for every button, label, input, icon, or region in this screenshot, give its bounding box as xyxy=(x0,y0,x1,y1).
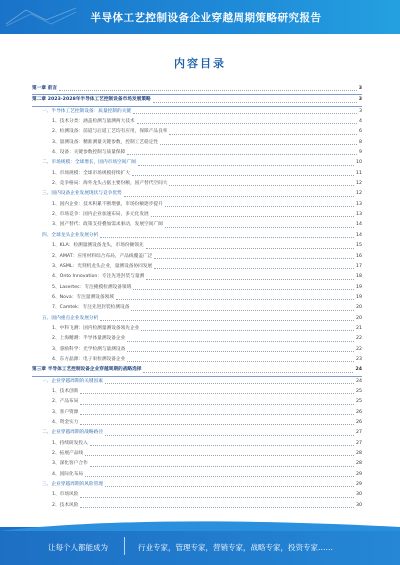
toc-dot-leader xyxy=(137,123,357,124)
toc-dot-leader xyxy=(80,404,354,405)
toc-entry-page: 6 xyxy=(359,129,362,135)
toc-dot-leader xyxy=(59,90,357,91)
toc-dot-leader xyxy=(127,341,354,342)
toc-entry-page: 4 xyxy=(359,119,362,125)
toc-entry-text: 第三章 半导体工艺控制设备企业穿越周期的战略选择 xyxy=(32,367,142,373)
toc-entry-page: 17 xyxy=(356,263,362,269)
toc-dot-leader xyxy=(124,196,354,197)
toc-dot-leader xyxy=(160,144,357,145)
toc-dot-leader xyxy=(80,393,354,394)
toc-entry-text: 3、深化客户合作 xyxy=(52,461,88,467)
toc-entry-text: 1、市场规模：全球市场规模持续扩大 xyxy=(52,170,130,176)
toc-entry[interactable] xyxy=(32,84,362,95)
toc-entry[interactable] xyxy=(32,345,362,355)
toc-entry-page: 3 xyxy=(359,108,362,114)
header-band xyxy=(0,0,400,34)
toc-entry-text: 5、Lasertec：专注掩模检测设备领域 xyxy=(52,284,132,290)
toc-entry[interactable] xyxy=(32,470,362,480)
toc-entry-text: 1、国内企业：技术积累不断增强，市场份额逐步提升 xyxy=(52,201,163,207)
toc-dot-leader xyxy=(146,279,354,280)
toc-entry-page: 8 xyxy=(359,139,362,145)
toc-dot-leader xyxy=(141,330,354,331)
toc-entry-text: 4、东方晶源：电子束检测设备企业 xyxy=(52,356,126,362)
toc-dot-leader xyxy=(138,165,354,166)
toc-entry[interactable] xyxy=(32,324,362,334)
toc-entry-text: 4、Onto Innovation：专注先进封装与量测 xyxy=(52,274,145,280)
toc-entry[interactable] xyxy=(32,200,362,210)
toc-entry-text: 第一章 前言 xyxy=(32,86,58,91)
toc-entry[interactable] xyxy=(32,459,362,469)
toc-entry-text: 二、企业穿越周期的战略路径 xyxy=(42,430,103,436)
toc-entry[interactable] xyxy=(32,127,362,137)
toc-entry-text: 2、竞争格局：海外龙头占据主要份额，国产替代空间大 xyxy=(52,181,168,187)
toc-entry-text: 3、国产替代：政策支持叠加需求驱动，发展空间广阔 xyxy=(52,222,163,228)
toc-entry-page: 22 xyxy=(356,336,362,342)
toc-entry[interactable] xyxy=(32,220,362,230)
toc-entry-text: 2、产品布局 xyxy=(52,399,79,405)
toc-entry-page: 3 xyxy=(358,86,362,91)
toc-dot-leader xyxy=(80,497,354,498)
toc-entry[interactable] xyxy=(32,418,362,428)
toc-entry-text: 四、全球龙头企业发展分析 xyxy=(42,232,99,238)
toc-entry-text: 1、中科飞测：国内检测量测设备领先企业 xyxy=(52,325,140,331)
toc-entry-text: 三、企业穿越周期的风险管理 xyxy=(42,482,103,488)
toc-entry-text: 2、检测设备：前道与后道工艺均有应用，保障产品良率 xyxy=(52,129,168,135)
toc-dot-leader xyxy=(105,435,354,436)
toc-entry[interactable] xyxy=(32,293,362,303)
toc-entry-page: 15 xyxy=(356,243,362,249)
toc-entry-page: 3 xyxy=(358,97,362,103)
header-title: 半导体工艺控制设备企业穿越周期策略研究报告 xyxy=(90,11,322,24)
toc-entry-page: 28 xyxy=(356,451,362,457)
toc-entry[interactable] xyxy=(32,408,362,418)
toc-entry-text: 1、技术创新 xyxy=(52,388,79,394)
footer-slogan-left: 让每个人都能成为 xyxy=(48,543,108,552)
toc-entry-text: 7、Camtek：专注先进封装检测设备 xyxy=(52,305,130,311)
toc-dot-leader xyxy=(127,351,354,352)
footer-divider xyxy=(124,537,125,555)
toc-entry-page: 21 xyxy=(356,325,362,331)
toc-dot-leader xyxy=(151,216,354,217)
toc-entry-text: 3、ASML：光刻机龙头企业，量测设备协同发展 xyxy=(52,263,153,269)
toc-dot-leader xyxy=(100,237,354,238)
toc-list xyxy=(32,84,362,511)
toc-dot-leader xyxy=(80,414,354,415)
toc-entry[interactable] xyxy=(32,365,362,376)
toc-entry[interactable] xyxy=(32,241,362,251)
toc-entry-page: 16 xyxy=(356,253,362,259)
toc-dot-leader xyxy=(85,455,354,456)
toc-entry-text: 第二章 2023-2028年半导体工艺控制设备市场发展策略 xyxy=(32,97,151,103)
toc-entry-page: 29 xyxy=(356,482,362,488)
toc-dot-leader xyxy=(165,227,354,228)
toc-entry-page: 27 xyxy=(356,430,362,436)
toc-entry-text: 2、技术风险 xyxy=(52,502,79,508)
toc-entry-text: 3、量测设备：精准测量关键参数，控制工艺稳定性 xyxy=(52,139,159,145)
toc-title: 内容目录 xyxy=(174,57,226,70)
toc-entry-page: 9 xyxy=(359,150,362,156)
toc-dot-leader xyxy=(154,258,354,259)
toc-entry-text: 4、资金实力 xyxy=(52,420,79,425)
toc-entry-text: 一、企业穿越周期的关键因素 xyxy=(42,378,103,384)
toc-dot-leader xyxy=(90,445,354,446)
toc-entry-page: 12 xyxy=(356,191,362,197)
toc-entry-page: 27 xyxy=(356,440,362,446)
toc-dot-leader xyxy=(80,507,354,508)
toc-entry[interactable] xyxy=(32,158,362,168)
toc-dot-leader xyxy=(165,206,354,207)
toc-entry-page: 11 xyxy=(356,170,362,176)
toc-entry-text: 1、技术分类：涵盖检测与量测两大技术 xyxy=(52,119,135,125)
toc-entry-page: 13 xyxy=(356,201,362,207)
footer-band xyxy=(0,527,400,565)
toc-entry-page: 23 xyxy=(356,356,362,362)
toc-dot-leader xyxy=(131,310,354,311)
toc-entry-page: 29 xyxy=(356,471,362,477)
toc-entry-page: 24 xyxy=(355,367,362,373)
toc-entry-page: 25 xyxy=(356,399,362,405)
toc-entry-text: 五、国内重点企业发展分析 xyxy=(42,315,99,321)
toc-entry[interactable] xyxy=(32,189,362,199)
toc-entry[interactable] xyxy=(32,314,362,324)
toc-entry-text: 1、KLA：检测量测设备龙头，市场份额领先 xyxy=(52,243,144,249)
toc-entry[interactable] xyxy=(32,95,362,106)
toc-entry-page: 13 xyxy=(356,212,362,218)
toc-entry[interactable] xyxy=(32,231,362,241)
header-decoration-icon xyxy=(6,6,76,28)
toc-entry-text: 2、上海精测：半导体量测设备企业 xyxy=(52,336,126,342)
toc-dot-leader xyxy=(105,383,354,384)
toc-entry-page: 12 xyxy=(356,181,362,187)
toc-entry[interactable] xyxy=(32,272,362,282)
toc-entry[interactable] xyxy=(32,179,362,189)
toc-entry-page: 14 xyxy=(356,232,362,238)
toc-entry-page: 20 xyxy=(356,315,362,321)
toc-entry[interactable] xyxy=(32,169,362,179)
toc-entry[interactable] xyxy=(32,107,362,117)
toc-entry-text: 4、国际化布局 xyxy=(52,471,84,477)
toc-dot-leader xyxy=(100,320,354,321)
toc-entry-page: 22 xyxy=(356,346,362,352)
toc-dot-leader xyxy=(143,372,353,373)
toc-entry-text: 2、市场竞争：国内企业加速布局，多元化发展 xyxy=(52,212,149,218)
toc-entry-text: 3、客户资源 xyxy=(52,409,79,415)
toc-dot-leader xyxy=(132,175,354,176)
toc-entry-text: 2、AMAT：应用材料综合布局，产品线覆盖广泛 xyxy=(52,253,153,259)
toc-dot-leader xyxy=(80,424,354,425)
toc-dot-leader xyxy=(116,299,354,300)
toc-entry[interactable] xyxy=(32,117,362,127)
toc-entry[interactable] xyxy=(32,148,362,158)
toc-entry-text: 2、拓展产品线 xyxy=(52,451,84,457)
toc-entry[interactable] xyxy=(32,490,362,500)
toc-entry[interactable] xyxy=(32,387,362,397)
toc-entry[interactable] xyxy=(32,303,362,313)
toc-entry-text: 6、Nova：专注量测设备领域 xyxy=(52,294,114,300)
toc-dot-leader xyxy=(127,154,357,155)
toc-entry-text: 1、市场风险 xyxy=(52,492,79,498)
footer-wave-icon xyxy=(0,517,400,531)
toc-dot-leader xyxy=(146,248,354,249)
toc-entry-text: 一、半导体工艺控制设备：质量控制的关键 xyxy=(42,108,132,114)
toc-entry-page: 24 xyxy=(356,378,362,384)
toc-entry-page: 28 xyxy=(356,461,362,467)
toc-entry-text: 1、持续研发投入 xyxy=(52,440,88,446)
toc-dot-leader xyxy=(169,134,357,135)
toc-entry-page: 20 xyxy=(356,305,362,311)
toc-entry-text: 3、睿励科学：光学检测与量测设备 xyxy=(52,346,126,352)
toc-entry[interactable] xyxy=(32,501,362,511)
toc-entry-page: 19 xyxy=(356,284,362,290)
toc-entry-text: 4、设备：关键参数控制与质量保障 xyxy=(52,150,126,156)
toc-dot-leader xyxy=(154,268,354,269)
toc-dot-leader xyxy=(127,361,354,362)
toc-dot-leader xyxy=(105,486,354,487)
toc-entry-page: 14 xyxy=(356,222,362,228)
toc-entry-page: 19 xyxy=(356,294,362,300)
toc-entry[interactable] xyxy=(32,377,362,387)
toc-entry-page: 30 xyxy=(356,492,362,498)
toc-dot-leader xyxy=(169,185,354,186)
toc-entry-page: 10 xyxy=(356,160,362,166)
toc-entry[interactable] xyxy=(32,283,362,293)
toc-entry-page: 26 xyxy=(356,420,362,425)
toc-entry-page: 26 xyxy=(356,409,362,415)
toc-entry[interactable] xyxy=(32,334,362,344)
toc-dot-leader xyxy=(153,102,357,103)
toc-entry[interactable] xyxy=(32,138,362,148)
toc-dot-leader xyxy=(133,289,354,290)
toc-entry[interactable] xyxy=(32,252,362,262)
toc-entry-page: 30 xyxy=(356,502,362,508)
toc-entry[interactable] xyxy=(32,480,362,490)
footer-slogan-right: 行业专家，管理专家，营销专家，战略专家，投资专家…… xyxy=(138,543,333,552)
toc-entry-page: 18 xyxy=(356,274,362,280)
toc-entry-text: 三、国内设备企业发展现状与竞争优势 xyxy=(42,191,122,197)
toc-dot-leader xyxy=(90,466,354,467)
toc-entry-page: 25 xyxy=(356,388,362,394)
toc-entry-text: 二、市场规模：全球增长，国内市场空间广阔 xyxy=(42,160,136,166)
toc-entry[interactable] xyxy=(32,449,362,459)
toc-dot-leader xyxy=(133,113,357,114)
toc-entry[interactable] xyxy=(32,262,362,272)
toc-entry[interactable] xyxy=(32,355,362,365)
toc-dot-leader xyxy=(85,476,354,477)
toc-entry[interactable] xyxy=(32,439,362,449)
toc-entry[interactable] xyxy=(32,428,362,438)
toc-entry[interactable] xyxy=(32,397,362,407)
toc-entry[interactable] xyxy=(32,210,362,220)
